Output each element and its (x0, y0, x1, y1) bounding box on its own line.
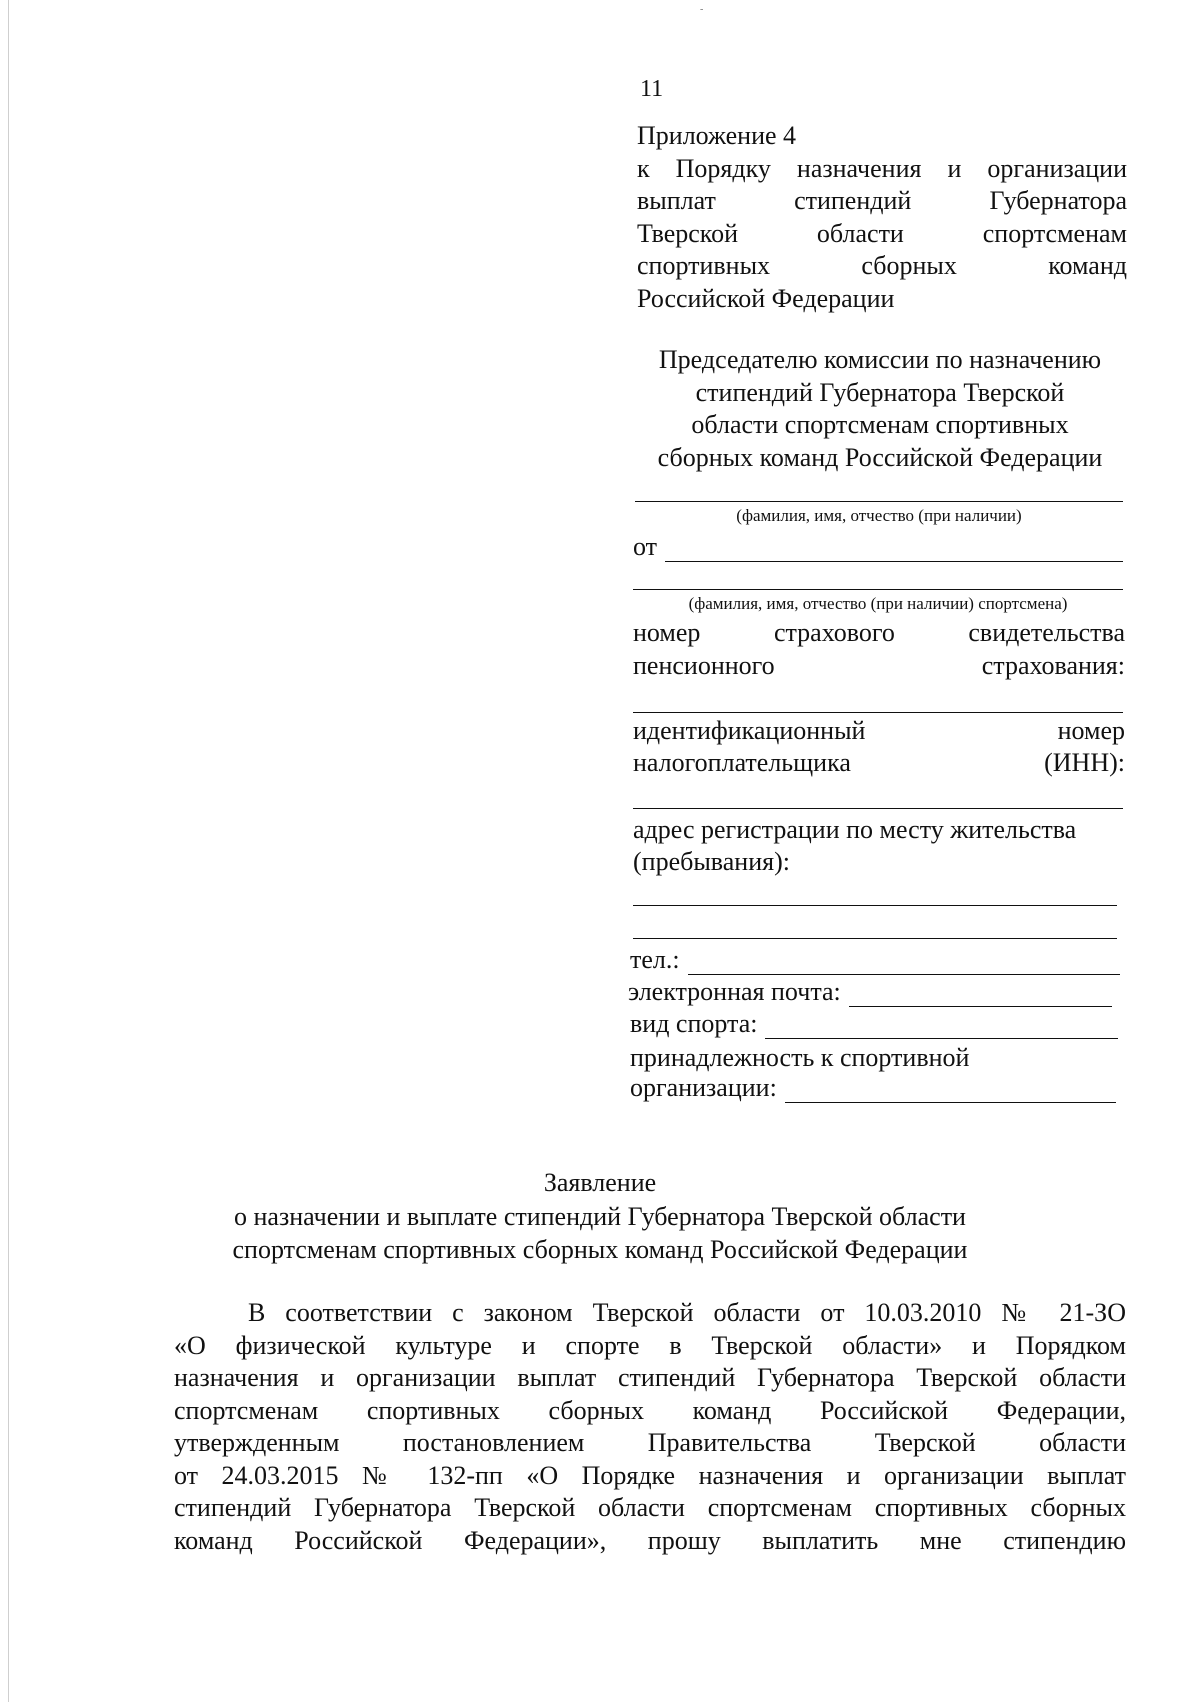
org-field[interactable] (785, 1078, 1116, 1103)
snils-word: свидетельства (968, 618, 1125, 647)
from-field[interactable] (665, 537, 1123, 562)
email-label: электронная почта: (628, 977, 841, 1006)
sport-field[interactable] (765, 1014, 1118, 1039)
address-field-2[interactable] (633, 938, 1117, 939)
from-row (633, 532, 1123, 562)
email-field[interactable] (849, 982, 1112, 1007)
inn-word: налогоплательщика (633, 748, 851, 777)
address-label-cont: (пребывания): (633, 847, 790, 876)
addressee-block (633, 344, 1127, 474)
appendix-line: Российской Федерации (637, 283, 895, 313)
email-row (628, 977, 1112, 1007)
addressee-line: стипендий Губернатора Тверской (695, 377, 1065, 407)
appendix-line: спортивных сборных команд (637, 251, 1127, 280)
body-line: команд Российской Федерации», прошу выплатить мне стипендию (174, 1525, 1126, 1555)
addressee-line: Председателю комиссии по назначению (658, 345, 1102, 374)
inn-word: номер (1057, 716, 1125, 745)
org-label-cont: организации: (630, 1073, 777, 1102)
inn-word: (ИНН): (1044, 748, 1125, 777)
inn-label-line1 (633, 716, 1125, 746)
body-line: стипендий Губернатора Тверской области спортсменам спортивных сборных (174, 1493, 1126, 1522)
body-line: утвержденным постановлением Правительства Тверской области (174, 1428, 1126, 1457)
from-label: от (633, 532, 658, 561)
body-line: В соответствии с законом Тверской области от 10.03.2010 № 21-ЗО (248, 1298, 1126, 1327)
appendix-line: выплат стипендий Губернатора (637, 186, 1127, 215)
chair-name-field[interactable] (635, 501, 1123, 502)
page-number: 11 (640, 76, 664, 102)
chair-name-caption: (фамилия, имя, отчество (при наличии) (736, 506, 1022, 525)
snils-word: пенсионного (633, 651, 775, 680)
snils-word: номер (633, 618, 701, 647)
inn-label-line2 (633, 748, 1125, 778)
snils-word: страхового (773, 618, 895, 647)
statement-title: Заявление (543, 1168, 657, 1197)
phone-field[interactable] (688, 950, 1120, 975)
inn-word: идентификационный (633, 716, 866, 745)
snils-field[interactable] (633, 712, 1123, 713)
body-line: назначения и организации выплат стипендий Губернатора Тверской области (174, 1363, 1126, 1392)
body-line: спортсменам спортивных сборных команд Российской Федерации, (174, 1395, 1126, 1425)
sport-row (630, 1009, 1118, 1039)
address-label: адрес регистрации по месту жительства (633, 815, 1077, 844)
snils-word: страхования: (981, 651, 1125, 680)
addressee-line: области спортсменам спортивных (691, 410, 1069, 439)
appendix-title: Приложение 4 (637, 121, 797, 150)
athlete-name-caption: (фамилия, имя, отчество (при наличии) спортсмена) (688, 594, 1068, 613)
inn-field[interactable] (633, 808, 1123, 809)
scan-artifact: - (700, 4, 704, 15)
appendix-line: Тверской области спортсменам (637, 218, 1127, 248)
appendix-line: к Порядку назначения и организации (637, 153, 1127, 183)
statement-subtitle: спортсменам спортивных сборных команд Российской Федерации (232, 1235, 968, 1264)
address-field-1[interactable] (633, 905, 1117, 906)
phone-label: тел.: (630, 945, 680, 974)
snils-label-line1 (633, 618, 1125, 648)
snils-label-line2 (633, 651, 1125, 681)
appendix-header (637, 120, 1127, 315)
sport-label: вид спорта: (630, 1009, 758, 1038)
addressee-line: сборных команд Российской Федерации (657, 442, 1103, 472)
org-row (630, 1073, 1116, 1103)
statement-body (174, 1297, 1126, 1557)
body-line: «О физической культуре и спорте в Тверской области» и Порядком (174, 1330, 1126, 1360)
org-label: принадлежность к спортивной (630, 1043, 970, 1072)
body-line: от 24.03.2015 № 132-пп «О Порядке назначения и организации выплат (174, 1460, 1126, 1490)
athlete-name-field[interactable] (633, 589, 1123, 590)
phone-row (630, 945, 1120, 975)
statement-subtitle: о назначении и выплате стипендий Губернатора Тверской области (234, 1202, 966, 1231)
page-edge (8, 0, 9, 1702)
